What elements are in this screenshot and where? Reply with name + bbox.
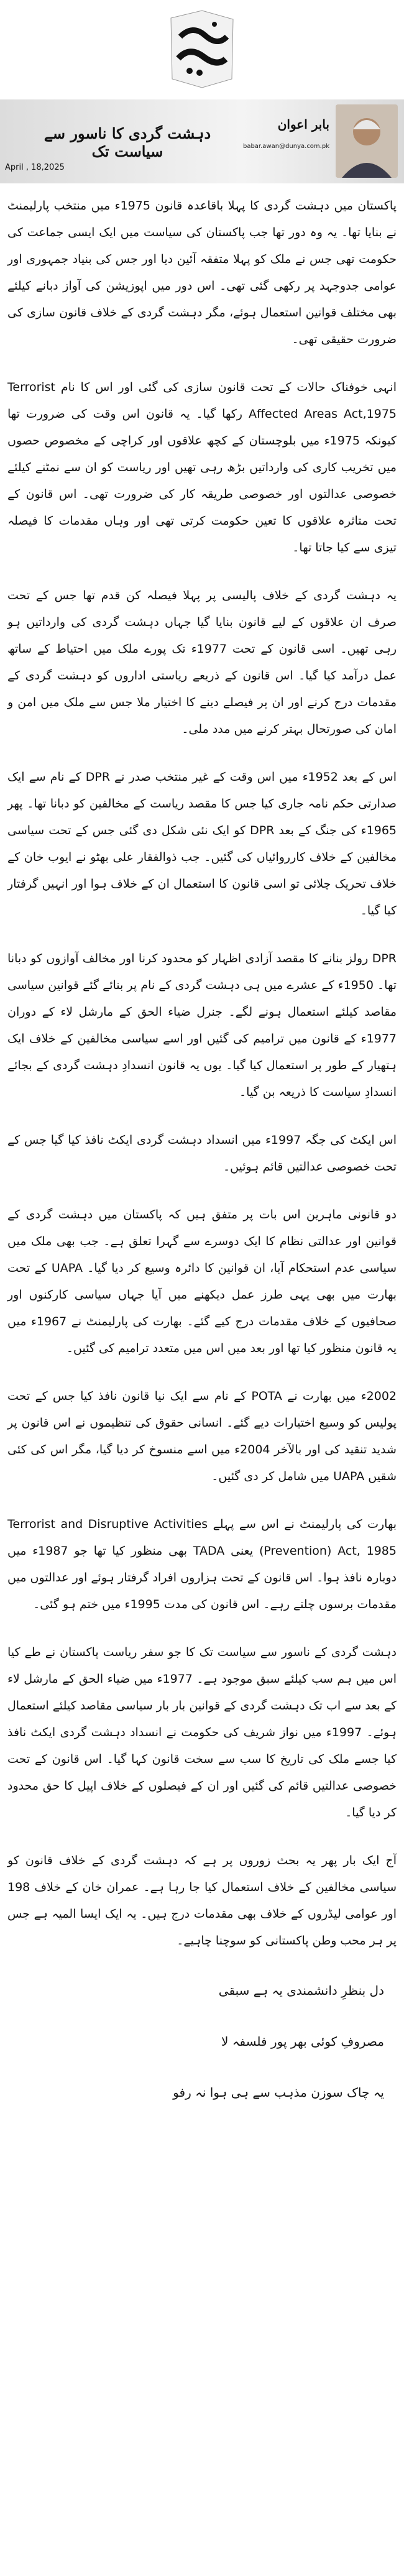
newspaper-logo: [162, 2, 242, 96]
column-title: دہشت گردی کا ناسور سے سیاست تک: [44, 124, 211, 160]
dunya-logo-icon: [165, 6, 239, 93]
paragraph: دہشت گردی کے ناسور سے سیاست تک کا جو سفر ریاست پاکستان نے طے کیا اس میں ہم سب کیلئے سبق موجود ہے۔ 1977ء میں ضیاء الحق کے مارشل لاء کے بعد سے اب تک دہشت گردی کے قوانین بار بار سیاسی مقاصد کیلئے استعمال ہوئے۔ 1997ء میں نواز شریف کی حکومت نے انسداد دہشت گردی ایکٹ نافذ کیا جسے ملک کی تاریخ کا سب سے سخت قانون کہا گیا۔ اس قانون کے تحت خصوصی عدالتیں قائم کی گئیں اور ان کے فیصلوں کے خلاف اپیل کا حق محدود کر دیا گیا۔: [7, 1645, 397, 1819]
paragraph: پاکستان میں دہشت گردی کا پہلا باقاعدہ قانون 1975ء میں منتخب پارلیمنٹ نے بنایا تھا۔ یہ وہ دور تھا جب پاکستان کی سیاست میں ایک ایسی جماعت کی حکومت تھی جس نے ملک کو پہلا متفقہ آئین دیا اور جس کی بنیاد جمہوری اور عوامی جدوجہد پر رکھی گئی تھی۔ اس دور میں اپوزیشن کی آواز دبانے کیلئے بھی مختلف قوانین استعمال ہوئے، مگر دہشت گردی کے خلاف قانون سازی کی ضرورت حقیقی تھی۔: [7, 199, 397, 346]
paragraph: اس کے بعد 1952ء میں اس وقت کے غیر منتخب صدر نے DPR کے نام سے ایک صدارتی حکم نامہ جاری کیا جس کا مقصد ریاست کے مخالفین کو دبانا تھا۔ پھر 1965ء کی جنگ کے بعد DPR کو ایک نئی شکل دی گئی جس کے تحت سیاسی مخالفین کے خلاف کارروائیاں کی گئیں۔ جب ذوالفقار علی بھٹو نے ایوب خان کے خلاف تحریک چلائی تو اسی قانون کا استعمال ان کے خلاف ہوا اور انہیں گرفتار کیا گیا۔: [7, 770, 397, 918]
paragraph: دو قانونی ماہرین اس بات پر متفق ہیں کہ پاکستان میں دہشت گردی کے قوانین اور عدالتی نظام کا ایک دوسرے سے گہرا تعلق ہے۔ جب بھی ملک میں سیاسی عدم استحکام آیا، ان قوانین کا دائرہ وسیع کر دیا گیا۔ UAPA کے تحت بھارت میں بھی یہی طرز عمل دیکھنے میں آیا جہاں سیاسی کارکنوں اور صحافیوں کے خلاف مقدمات درج کیے گئے۔ بھارت کی پارلیمنٹ نے 1967ء میں یہ قانون منظور کیا تھا اور بعد میں اس میں متعدد ترامیم کی گئیں۔: [7, 1208, 397, 1355]
article-body: [7, 193, 397, 2128]
author-name: بابر اعوان: [277, 117, 329, 132]
paragraph: DPR رولز بنانے کا مقصد آزادی اظہار کو محدود کرنا اور مخالف آوازوں کو دبانا تھا۔ 1950ء کے عشرے میں ہی دہشت گردی کے نام پر بنائے گئے قوانین سیاسی مقاصد کیلئے استعمال ہونے لگے۔ جنرل ضیاء الحق کے مارشل لاء کے دوران 1977ء کے قانون میں ترامیم کی گئیں اور اسے سیاسی مخالفین کے خلاف ایک ہتھیار کے طور پر استعمال کیا گیا۔ یوں یہ قانون انسدادِ دہشت گردی کے بجائے انسدادِ سیاست کا ذریعہ بن گیا۔: [7, 952, 397, 1099]
paragraph: آج ایک بار پھر یہ بحث زوروں پر ہے کہ دہشت گردی کے خلاف قانون کو سیاسی مخالفین کے خلاف استعمال کیا جا رہا ہے۔ عمران خان کے خلاف 198 اور عوامی لیڈروں کے خلاف بھی مقدمات درج ہیں۔ یہ ایک ایسا المیہ ہے جس پر ہر محب وطن پاکستانی کو سوچنا چاہیے۔: [7, 1854, 397, 1948]
author-email: babar.awan@dunya.com.pk: [242, 143, 329, 150]
paragraph: 2002ء میں بھارت نے POTA کے نام سے ایک نیا قانون نافذ کیا جس کے تحت پولیس کو وسیع اختیارات دیے گئے۔ انسانی حقوق کی تنظیموں نے اس قانون پر شدید تنقید کی اور بالآخر 2004ء میں اسے منسوخ کر دیا گیا، مگر اس کی کئی شقیں UAPA میں شامل کر دی گئیں۔: [7, 1389, 397, 1483]
paragraph: اس ایکٹ کی جگہ 1997ء میں انسداد دہشت گردی ایکٹ نافذ کیا گیا جس کے تحت خصوصی عدالتیں قائم ہوئیں۔: [7, 1133, 397, 1174]
author-portrait-icon: [336, 104, 398, 178]
author-photo: [336, 104, 398, 178]
verse-line: یہ چاک سوزن مذہب سے ہی ہوا نہ رفو: [173, 2085, 384, 2100]
masthead: [0, 0, 404, 99]
verse-line: مصروفِ کوئی بھر پور فلسفہ لا: [221, 2034, 384, 2049]
author-box: [242, 104, 398, 179]
publish-date: April , 18,2025: [5, 163, 65, 172]
paragraph: یہ دہشت گردی کے خلاف پالیسی پر پہلا فیصلہ کن قدم تھا جس کے تحت صرف ان علاقوں کے لیے قانون بنایا گیا جہاں دہشت گردی کی وارداتیں ہو رہی تھیں۔ اسی قانون کے تحت 1977ء تک پورے ملک میں احتیاط کے ساتھ عمل درآمد کیا گیا۔ اس قانون کے ذریعے ریاستی اداروں کو دہشت گردی کے مقدمات درج کرنے اور ان پر فیصلے دینے کا اختیار ملا جس سے ملک میں امن و امان کی صورتحال بہتر کرنے میں مدد ملی۔: [7, 589, 397, 736]
paragraph: بھارت کی پارلیمنٹ نے اس سے پہلے Terrorist and Disruptive Activities (Prevention) Act, 1985 یعنی TADA بھی منظور کیا تھا جو 1987ء میں دوبارہ نافذ ہوا۔ اس قانون کے تحت ہزاروں افراد گرفتار ہوئے اور عدالتوں میں مقدمات برسوں چلتے رہے۔ اس قانون کی مدت 1995ء میں ختم ہو گئی۔: [7, 1517, 397, 1611]
verse-line: دل بنظرِ دانشمندی یہ ہے سبقی: [218, 1983, 384, 1998]
paragraph: انہی خوفناک حالات کے تحت قانون سازی کی گئی اور اس کا نام Terrorist Affected Areas Act,1975 رکھا گیا۔ یہ قانون اس وقت کی ضرورت تھا کیونکہ 1975ء میں بلوچستان کے کچھ علاقوں اور کراچی کے مخصوص حصوں میں تخریب کاری کی وارداتیں بڑھ رہی تھیں اور ریاست کو ان سے نمٹنے کیلئے خصوصی عدالتوں اور خصوصی طریقہ کار کی ضرورت تھی۔ اس قانون کے تحت متاثرہ علاقوں کا تعین حکومت کرتی تھی اور وہاں مقدمات کا فیصلہ تیزی سے کیا جاتا تھا۔: [7, 380, 397, 554]
